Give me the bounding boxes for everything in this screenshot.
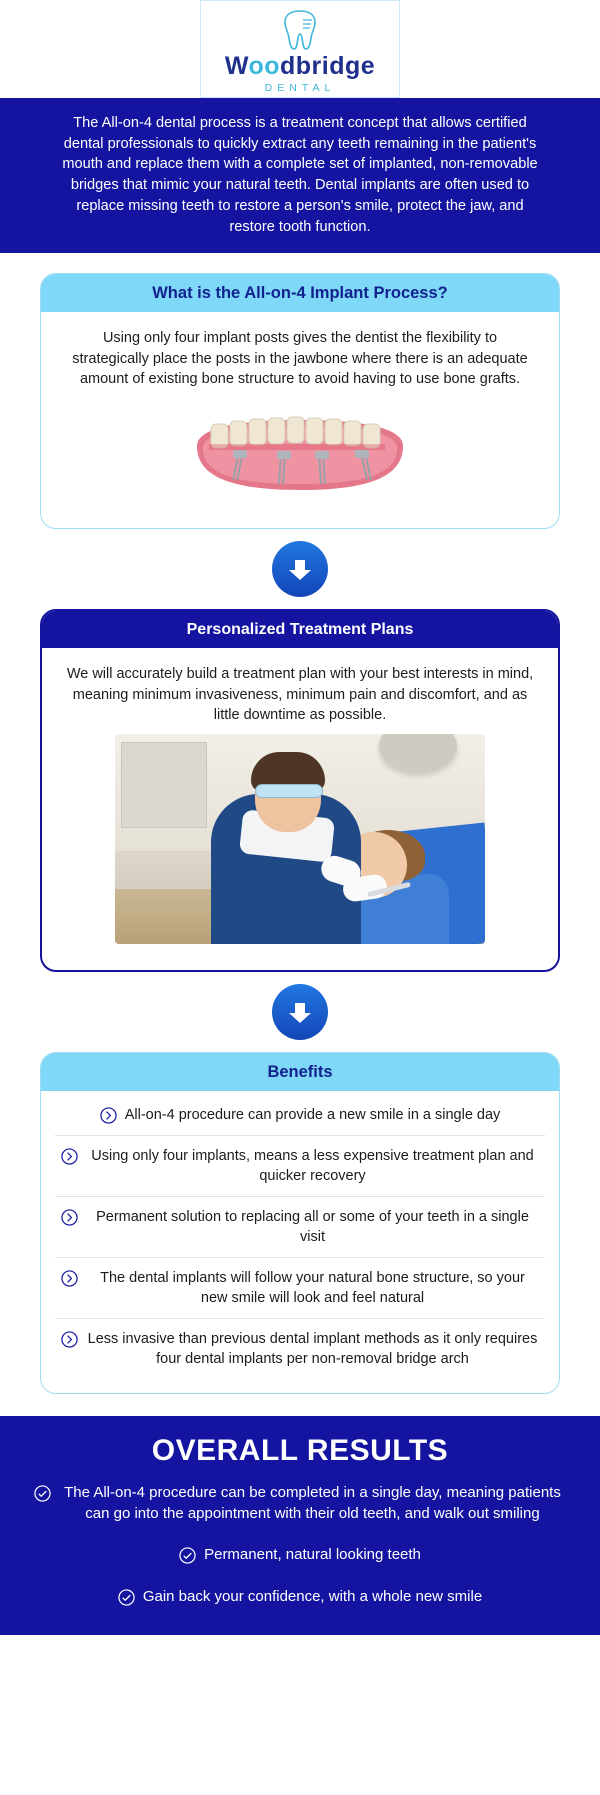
check-circle-icon <box>34 1485 51 1502</box>
card-title-implant-process: What is the All-on-4 Implant Process? <box>41 274 559 312</box>
arrow-down-icon <box>272 541 328 597</box>
list-item <box>34 1586 566 1607</box>
benefit-text: Using only four implants, means a less expensive treatment plan and quicker recovery <box>91 1147 534 1184</box>
benefit-text: The dental implants will follow your natural bone structure, so your new smile will look and feel natural <box>100 1269 525 1306</box>
logo-tagline: DENTAL <box>264 82 336 94</box>
list-item <box>34 1482 566 1525</box>
list-item <box>55 1197 545 1258</box>
card-text-implant-process: Using only four implant posts gives the dentist the flexibility to strategically place the posts in the jawbone where there is an adequate amount of existing bone structure to avoid having to use bone grafts. <box>72 330 528 388</box>
list-item <box>55 1136 545 1197</box>
chevron-right-circle-icon <box>61 1209 78 1226</box>
benefit-text: Permanent solution to replacing all or some of your teeth in a single visit <box>96 1208 529 1245</box>
section-benefits <box>0 1052 600 1394</box>
chevron-right-circle-icon <box>100 1107 117 1124</box>
logo-header <box>0 0 600 98</box>
arrow-down-2 <box>0 972 600 1052</box>
card-implant-process <box>40 273 560 529</box>
check-circle-icon <box>118 1589 135 1606</box>
intro-paragraph: The All-on-4 dental process is a treatment concept that allows certified dental professionals to quickly extract any teeth remaining in the patient's mouth and replace them with a complete set of implanted, non-removable bridges that mimic your natural teeth. Dental implants are often used to replace missing teeth to restore a person's smile, protect the jaw, and restore tooth function. <box>0 98 600 253</box>
card-treatment-plans <box>40 609 560 972</box>
card-title-treatment-plans: Personalized Treatment Plans <box>42 611 558 648</box>
logo-word-first: W <box>224 52 249 80</box>
chevron-right-circle-icon <box>61 1331 78 1348</box>
benefits-list <box>41 1091 559 1393</box>
section-implant-process <box>0 273 600 529</box>
list-item <box>34 1544 566 1565</box>
card-benefits <box>40 1052 560 1394</box>
logo-tooth-letters: oo <box>248 52 281 80</box>
logo-wordmark <box>225 54 375 79</box>
result-text: Permanent, natural looking teeth <box>204 1546 421 1564</box>
arrow-down-icon <box>272 984 328 1040</box>
arrow-down-1 <box>0 529 600 609</box>
chevron-right-circle-icon <box>61 1148 78 1165</box>
list-item <box>55 1258 545 1319</box>
result-text: The All-on-4 procedure can be completed in a single day, meaning patients can go into the appointment with their old teeth, and walk out smiling <box>64 1483 561 1523</box>
results-title: OVERALL RESULTS <box>151 1433 449 1467</box>
section-treatment-plans <box>0 609 600 972</box>
list-item <box>55 1095 545 1136</box>
list-item <box>55 1319 545 1379</box>
check-circle-icon <box>179 1547 196 1564</box>
section-overall-results <box>0 1416 600 1635</box>
result-text: Gain back your confidence, with a whole new smile <box>142 1587 483 1605</box>
logo-box <box>200 0 400 98</box>
benefit-text: Less invasive than previous dental implant methods as it only requires four dental implants per non-removal bridge arch <box>87 1330 538 1367</box>
tooth-icon <box>281 8 319 52</box>
card-title-benefits: Benefits <box>41 1053 559 1091</box>
all-on-4-implant-illustration <box>189 394 411 502</box>
benefit-text: All-on-4 procedure can provide a new smile in a single day <box>124 1106 501 1123</box>
logo-word-last: dbridge <box>280 52 376 80</box>
card-text-treatment-plans: We will accurately build a treatment plan with your best interests in mind, meaning minimum invasiveness, minimum pain and discomfort, and as little downtime as possible. <box>66 666 534 724</box>
dentist-examining-patient-photo <box>115 734 485 944</box>
chevron-right-circle-icon <box>61 1270 78 1287</box>
